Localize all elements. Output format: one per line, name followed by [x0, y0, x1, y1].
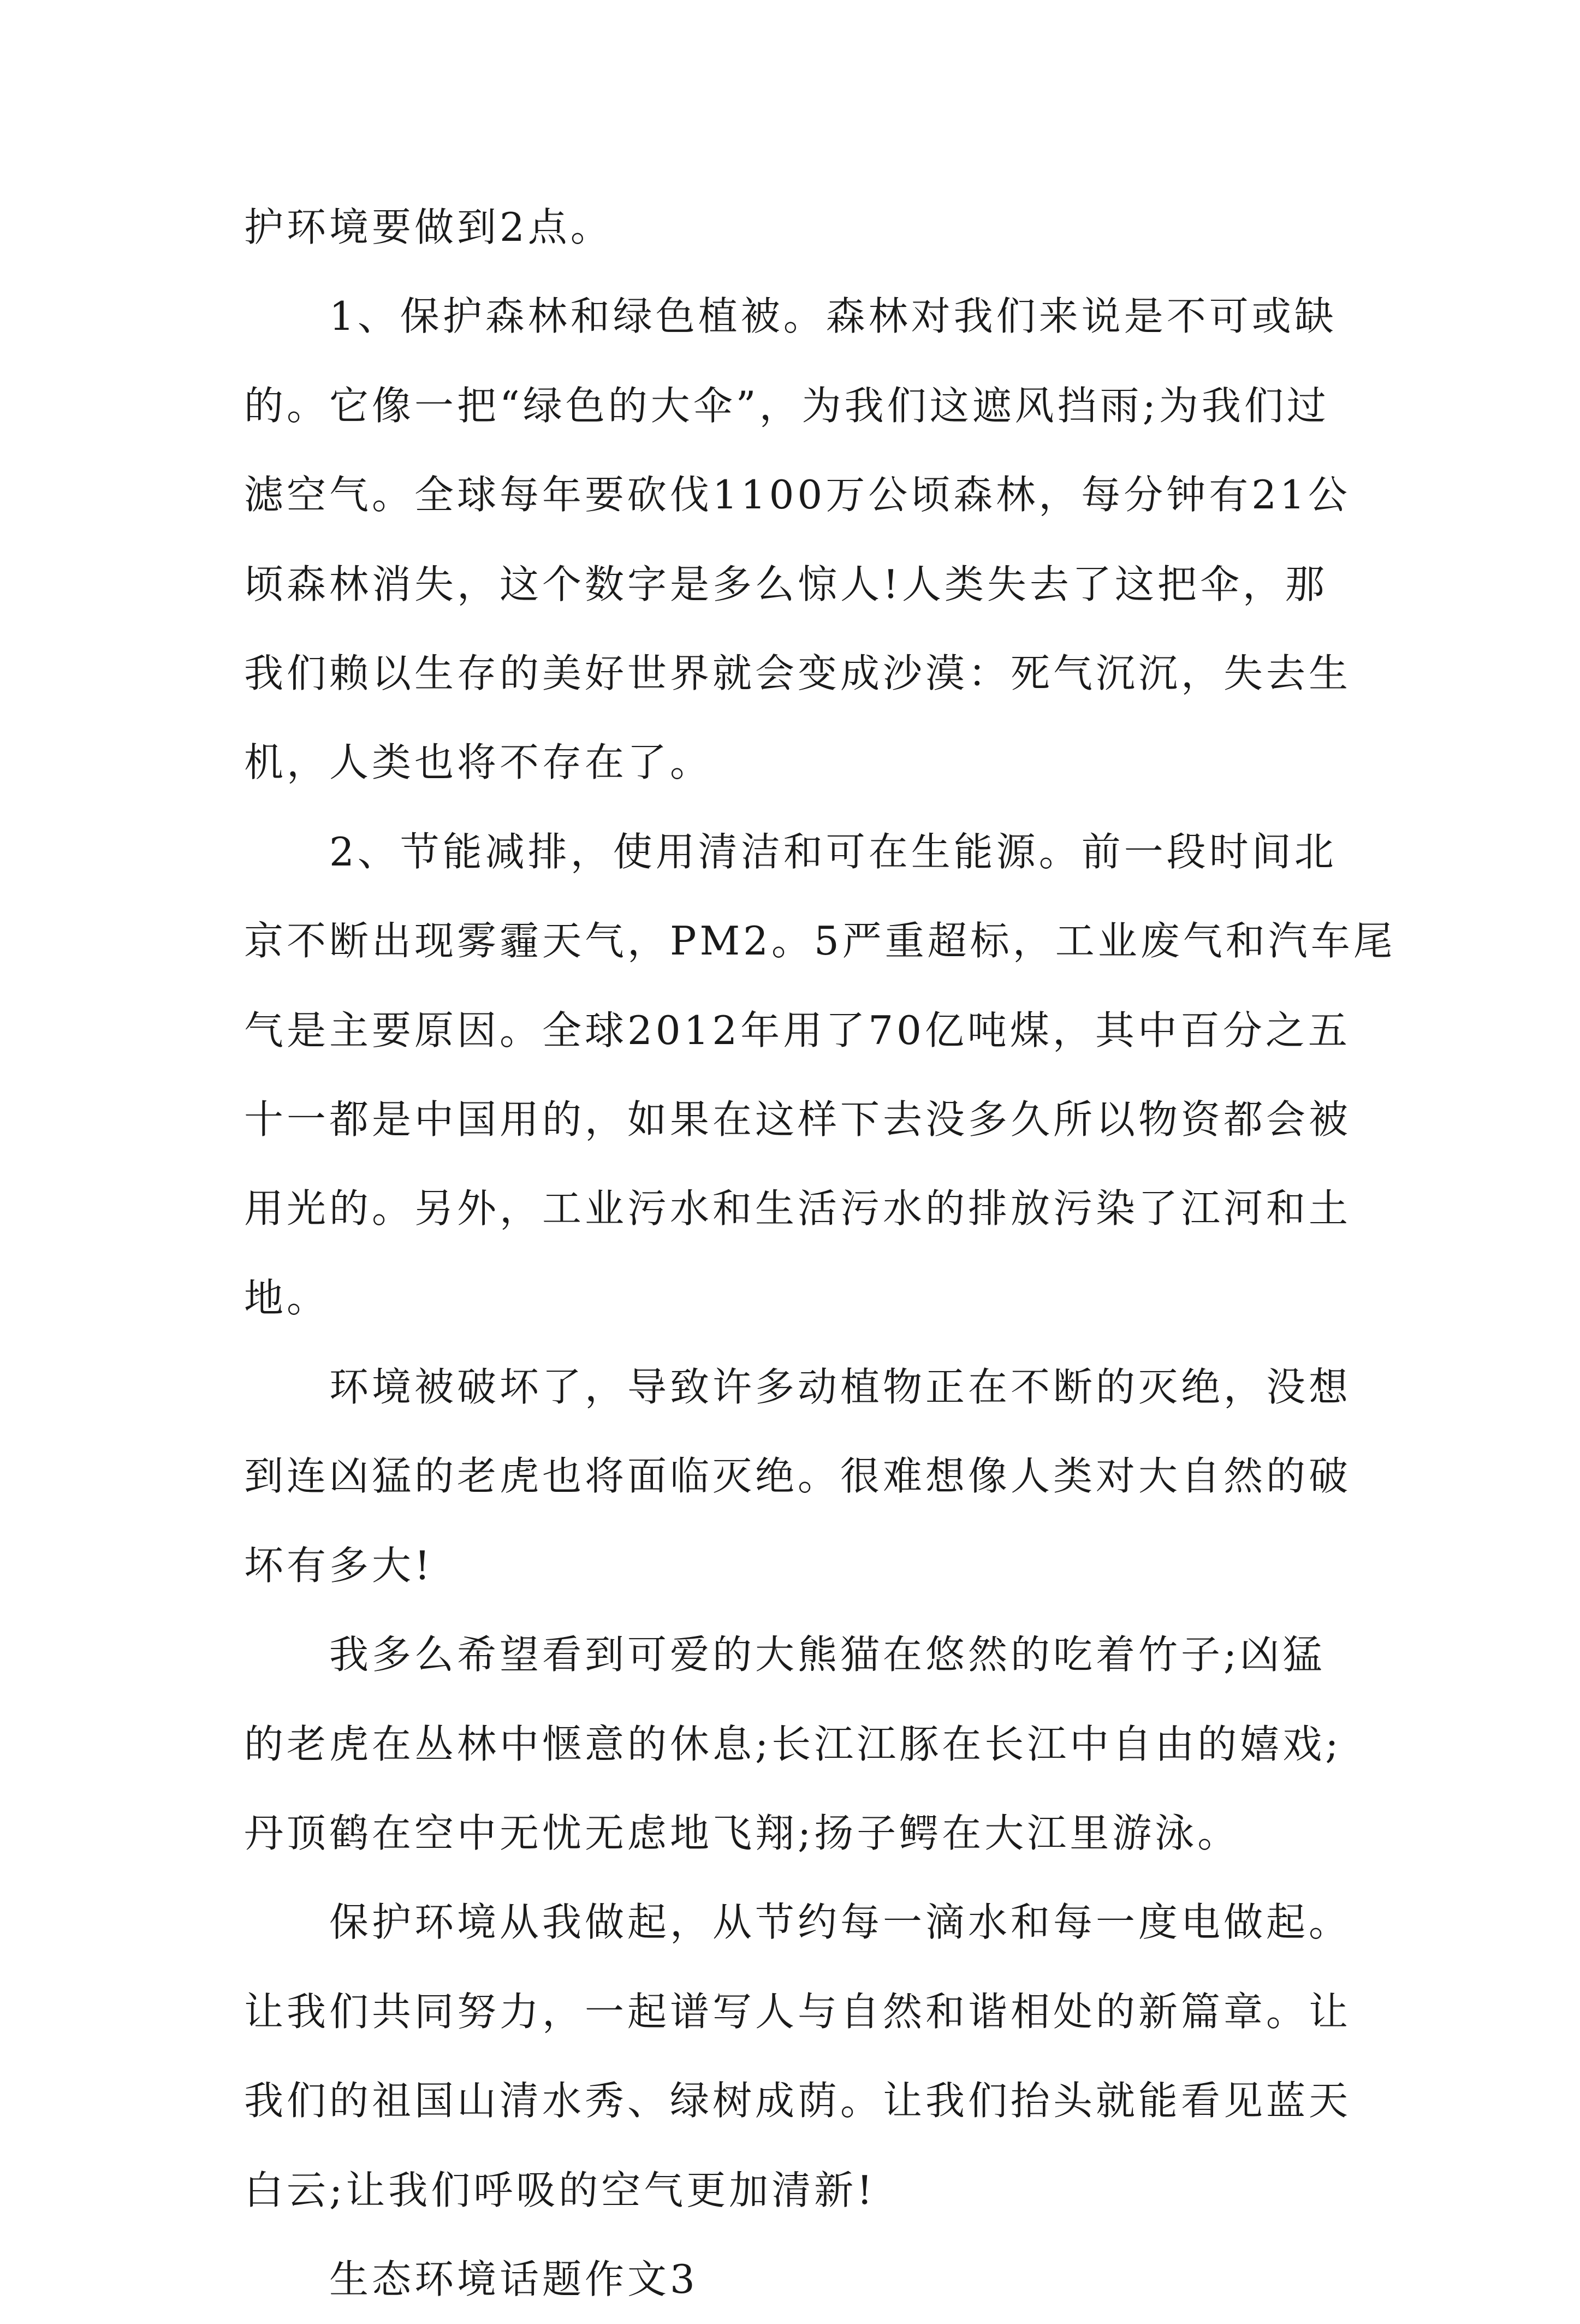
paragraph-3-start: 环境被破坏了，导致许多动植物正在不断的灭绝，没想 [329, 1364, 1352, 1410]
text-line: 的老虎在丛林中惬意的休息;长江江豚在长江中自由的嬉戏; [244, 1721, 1342, 1767]
text-line: 机，人类也将不存在了。 [244, 739, 713, 786]
text-line: 十一都是中国用的，如果在这样下去没多久所以物资都会被 [244, 1096, 1352, 1142]
paragraph-2-start: 2、节能减排，使用清洁和可在生能源。前一段时间北 [329, 828, 1337, 875]
essay-body [244, 183, 1396, 2324]
text-line: 京不断出现雾霾天气，PM2。5严重超标，工业废气和汽车尾 [244, 918, 1396, 964]
text-line: 顷森林消失，这个数字是多么惊人!人类失去了这把伞，那 [244, 561, 1328, 607]
text-line: 护环境要做到2点。 [244, 204, 613, 250]
text-line: 气是主要原因。全球2012年用了70亿吨煤，其中百分之五 [244, 1007, 1351, 1053]
text-line: 坏有多大! [244, 1542, 433, 1588]
text-line: 白云;让我们呼吸的空气更加清新! [244, 2167, 876, 2213]
text-line: 丹顶鹤在空中无忧无虑地飞翔;扬子鳄在大江里游泳。 [244, 1810, 1240, 1857]
text-line: 地。 [244, 1274, 330, 1321]
text-line: 让我们共同努力，一起谱写人与自然和谐相处的新篇章。让 [244, 1988, 1352, 2035]
paragraph-4-start: 我多么希望看到可爱的大熊猫在悠然的吃着竹子;凶猛 [329, 1632, 1326, 1678]
paragraph-5-start: 保护环境从我做起，从节约每一滴水和每一度电做起。 [329, 1899, 1352, 1946]
section-heading: 生态环境话题作文3 [329, 2256, 698, 2302]
text-line: 用光的。另外，工业污水和生活污水的排放污染了江河和土 [244, 1185, 1352, 1232]
text-line: 我们赖以生存的美好世界就会变成沙漠：死气沉沉，失去生 [244, 650, 1352, 696]
paragraph-1-start: 1、保护森林和绿色植被。森林对我们来说是不可或缺 [329, 293, 1337, 340]
text-line: 我们的祖国山清水秀、绿树成荫。让我们抬头就能看见蓝天 [244, 2078, 1352, 2124]
text-line: 到连凶猛的老虎也将面临灭绝。很难想像人类对大自然的破 [244, 1453, 1352, 1499]
text-line: 的。它像一把“绿色的大伞”，为我们这遮风挡雨;为我们过 [244, 382, 1329, 429]
text-line: 滤空气。全球每年要砍伐1100万公顷森林，每分钟有21公 [244, 472, 1351, 518]
